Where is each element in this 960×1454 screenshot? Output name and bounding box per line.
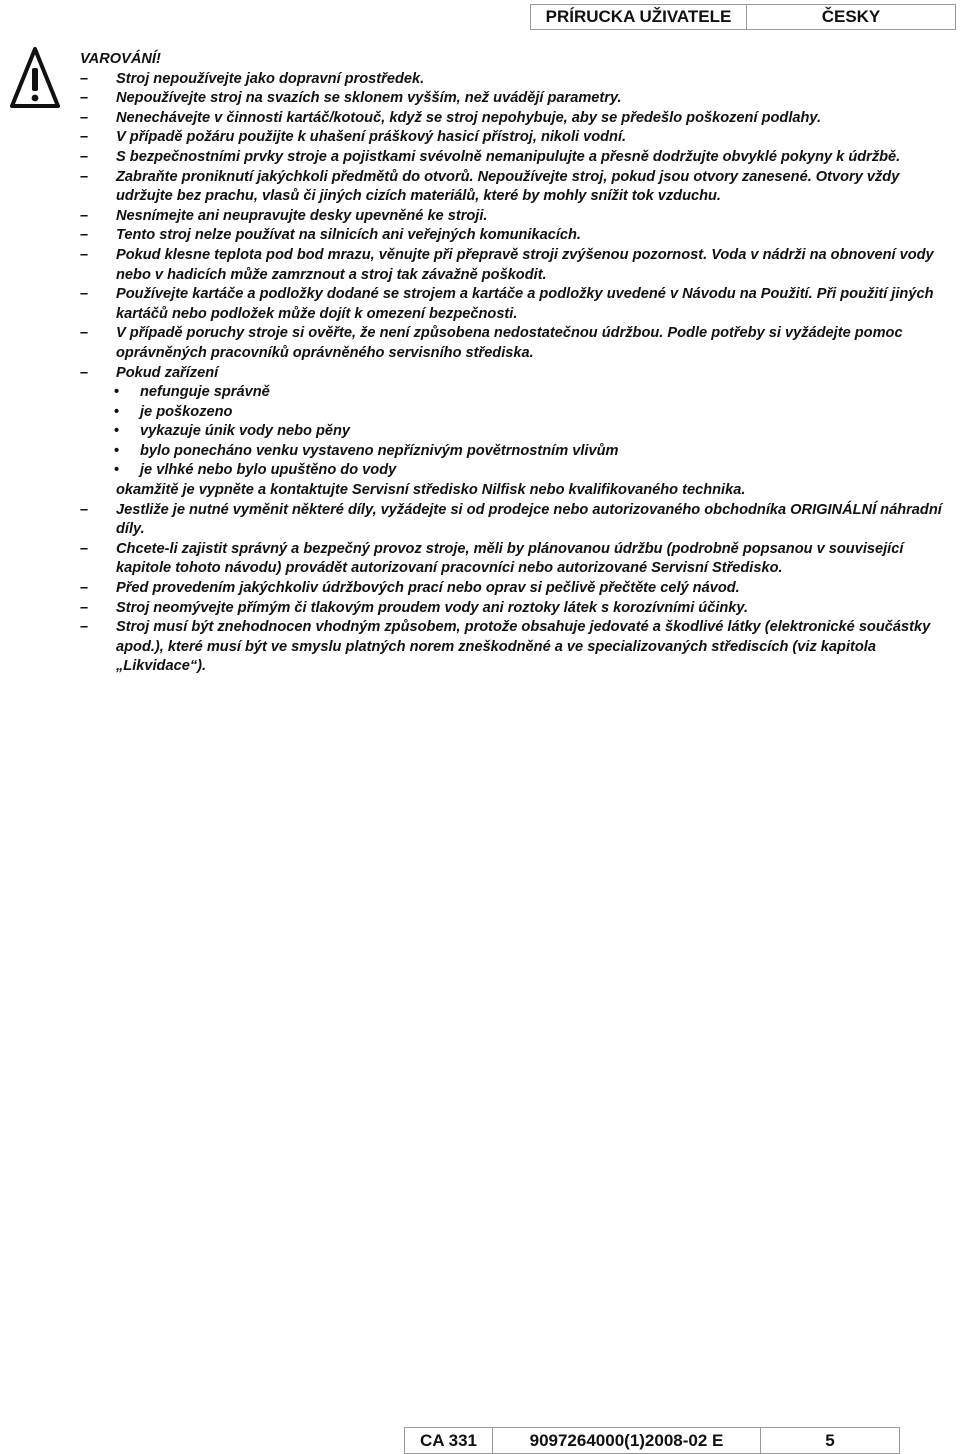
warning-item-text: Tento stroj nelze používat na silnicích ani veřejných komunikacích. bbox=[116, 227, 581, 244]
page-header bbox=[530, 4, 956, 30]
dash-marker: – bbox=[80, 580, 89, 597]
language-label: ČESKY bbox=[746, 4, 956, 30]
page-number: 5 bbox=[760, 1427, 900, 1454]
device-condition-item bbox=[80, 422, 960, 442]
device-condition-text: nefunguje správně bbox=[140, 384, 270, 401]
dash-marker: – bbox=[80, 501, 89, 518]
device-followup: okamžitě je vypněte a kontaktujte Servisní středisko Nilfisk nebo kvalifikovaného technika. bbox=[116, 482, 746, 499]
warning-heading: VAROVÁNÍ! bbox=[80, 51, 161, 67]
dash-marker: – bbox=[80, 540, 89, 557]
warning-item bbox=[80, 89, 960, 109]
warning-item-text: Nepoužívejte stroj na svazích se sklonem vyšším, než uvádějí parametry. bbox=[116, 90, 622, 107]
device-condition-item bbox=[80, 383, 960, 403]
warning-item bbox=[80, 618, 960, 677]
warning-item bbox=[80, 168, 960, 207]
warning-item-text: Nesnímejte ani neupravujte desky upevněné ke stroji. bbox=[116, 207, 488, 224]
dash-marker: – bbox=[80, 148, 89, 165]
warning-item-text: Stroj neomývejte přímým či tlakovým proudem vody ani roztoky látek s korozívními účinky. bbox=[116, 599, 749, 616]
warning-list-continued bbox=[80, 501, 960, 677]
warning-item-text: V případě poruchy stroje si ověřte, že není způsobena nedostatečnou údržbou. Podle potřeby si vyžádejte pomoc oprávněných pracovníků oprávněného servisního střediska. bbox=[116, 325, 903, 361]
dash-marker: – bbox=[80, 286, 89, 303]
device-condition-item bbox=[80, 461, 960, 481]
bullet-marker: • bbox=[114, 442, 120, 459]
bullet-marker: • bbox=[114, 403, 120, 420]
bullet-marker: • bbox=[114, 462, 120, 479]
dash-marker: – bbox=[80, 109, 89, 126]
device-condition-text: je vlhké nebo bylo upuštěno do vody bbox=[140, 462, 397, 479]
warning-item bbox=[80, 246, 960, 285]
warning-item-text: Stroj musí být znehodnocen vhodným způsobem, protože obsahuje jedovaté a škodlivé látky (elektronické součástky apod.), které musí být ve smyslu platných norem zneškodněné a ve specializovaných střediscích (viz kapitola „Likvidace“). bbox=[116, 619, 931, 675]
dash-marker: – bbox=[80, 227, 89, 244]
warning-item bbox=[80, 128, 960, 148]
bullet-marker: • bbox=[114, 423, 120, 440]
device-condition-text: bylo ponecháno venku vystaveno nepříznivým povětrnostním vlivům bbox=[140, 442, 619, 459]
warning-item bbox=[80, 501, 960, 540]
warning-list bbox=[80, 70, 960, 364]
warning-item-text: Používejte kartáče a podložky dodané se strojem a kartáče a podložky uvedené v Návodu na Použití. Při použití jiných kartáčů nebo podložek může dojít k omezení bezpečnosti. bbox=[116, 286, 934, 322]
dash-marker: – bbox=[80, 599, 89, 616]
model-name: CA 331 bbox=[404, 1427, 492, 1454]
manual-title: PRÍRUCKA UŽIVATELE bbox=[530, 4, 746, 30]
warning-item bbox=[80, 579, 960, 599]
dash-marker: – bbox=[80, 168, 89, 185]
warning-item bbox=[80, 540, 960, 579]
device-condition-list bbox=[80, 383, 960, 481]
warning-item bbox=[80, 109, 960, 129]
warning-item-text: Chcete-li zajistit správný a bezpečný provoz stroje, měli by plánovanou údržbu (podrobně popsanou v související kapitole tohoto návodu) provádět autorizovaní pracovníci nebo autorizované Servisní Středisko. bbox=[116, 540, 904, 577]
warning-item bbox=[80, 599, 960, 619]
device-condition-item bbox=[80, 442, 960, 462]
warning-item-text: V případě požáru použijte k uhašení práškový hasicí přístroj, nikoli vodní. bbox=[116, 129, 627, 146]
warning-section bbox=[80, 50, 960, 677]
warning-item bbox=[80, 324, 960, 363]
page-footer bbox=[404, 1427, 900, 1454]
warning-item-text: Nenechávejte v činnosti kartáč/kotouč, když se stroj nepohybuje, aby se předešlo poškození podlahy. bbox=[116, 109, 822, 126]
document-code: 9097264000(1)2008-02 E bbox=[492, 1427, 760, 1454]
bullet-marker: • bbox=[114, 384, 120, 401]
dash-marker: – bbox=[80, 364, 89, 381]
dash-marker: – bbox=[80, 207, 89, 224]
dash-marker: – bbox=[80, 246, 89, 263]
device-condition-text: vykazuje únik vody nebo pěny bbox=[140, 423, 351, 440]
warning-item-device bbox=[80, 364, 960, 384]
warning-item-text: S bezpečnostními prvky stroje a pojistkami svévolně nemanipulujte a přesně dodržujte obvyklé pokyny k údržbě. bbox=[116, 148, 901, 165]
warning-item-text: Zabraňte proniknutí jakýchkoli předmětů do otvorů. Nepoužívejte stroj, pokud jsou otvory zanesené. Otvory vždy udržujte bez prachu, vlasů či jiných cizích materiálů, které by mohly snížit tok vzduchu. bbox=[116, 168, 900, 205]
device-condition-item bbox=[80, 403, 960, 423]
dash-marker: – bbox=[80, 90, 89, 107]
warning-item bbox=[80, 207, 960, 227]
warning-item-text: Pokud klesne teplota pod bod mrazu, věnujte při přepravě stroji zvýšenou pozornost. Voda v nádrži na obnovení vody nebo v hadicích může zamrznout a stroj tak závažně poškodit. bbox=[116, 246, 934, 283]
warning-item-text: Stroj nepoužívejte jako dopravní prostředek. bbox=[116, 70, 425, 87]
warning-item-text: Před provedením jakýchkoliv údržbových prací nebo oprav si pečlivě přečtěte celý návod. bbox=[116, 580, 740, 597]
warning-item bbox=[80, 285, 960, 324]
warning-item bbox=[80, 70, 960, 90]
device-condition-text: je poškozeno bbox=[140, 403, 233, 420]
dash-marker: – bbox=[80, 325, 89, 342]
warning-item bbox=[80, 148, 960, 168]
warning-item-text: Jestliže je nutné vyměnit některé díly, vyžádejte si od prodejce nebo autorizovaného obchodníka ORIGINÁLNÍ náhradní díly. bbox=[116, 501, 942, 538]
warning-triangle-icon bbox=[10, 46, 60, 110]
dash-marker: – bbox=[80, 70, 89, 87]
dash-marker: – bbox=[80, 129, 89, 146]
dash-marker: – bbox=[80, 619, 89, 636]
warning-item bbox=[80, 226, 960, 246]
warning-item-text: Pokud zařízení bbox=[116, 364, 219, 381]
